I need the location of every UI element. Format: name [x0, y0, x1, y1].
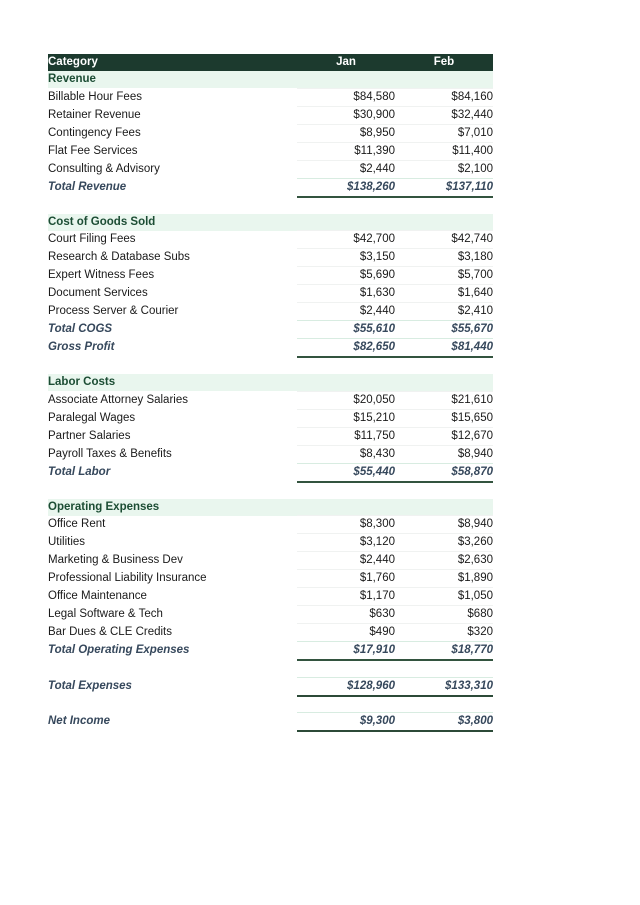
row-label: Flat Fee Services — [48, 144, 138, 157]
total-row[interactable] — [48, 677, 493, 696]
cell-feb: $3,180 — [395, 249, 493, 267]
cell-jan — [297, 357, 395, 374]
cell-jan — [297, 482, 395, 499]
cell-jan: $2,440 — [297, 160, 395, 178]
section-header-row[interactable] — [48, 71, 493, 88]
cell-jan: $20,050 — [297, 391, 395, 409]
row-label: Utilities — [48, 536, 86, 548]
cell-feb — [395, 71, 493, 88]
table-body — [48, 71, 493, 731]
cell-feb: $3,260 — [395, 534, 493, 552]
row-label: Total Operating Expenses — [48, 644, 190, 657]
cell-feb: $680 — [395, 606, 493, 624]
total-row[interactable] — [48, 713, 493, 732]
cell-feb: $320 — [395, 624, 493, 642]
table-row[interactable] — [48, 124, 493, 142]
cell-jan — [297, 374, 395, 391]
cell-jan: $82,650 — [297, 339, 395, 358]
section-header-row[interactable] — [48, 499, 493, 516]
cell-feb: $12,670 — [395, 427, 493, 445]
table-row[interactable] — [48, 409, 493, 427]
cell-jan: $490 — [297, 624, 395, 642]
cell-jan: $8,430 — [297, 445, 395, 463]
total-row[interactable] — [48, 339, 493, 358]
row-label: Cost of Goods Sold — [48, 214, 297, 231]
row-label: Office Rent — [48, 518, 106, 530]
row-label — [48, 482, 297, 499]
row-label: Document Services — [48, 287, 148, 299]
spacer-row — [48, 197, 493, 214]
section-header-row[interactable] — [48, 374, 493, 391]
table-row[interactable] — [48, 142, 493, 160]
cell-jan: $8,950 — [297, 124, 395, 142]
cell-feb: $15,650 — [395, 409, 493, 427]
row-label: Billable Hour Fees — [48, 90, 142, 103]
cell-jan: $1,760 — [297, 570, 395, 588]
income-statement-table — [48, 54, 493, 732]
cell-jan: $1,630 — [297, 285, 395, 303]
row-label: Retainer Revenue — [48, 108, 141, 121]
cell-feb — [395, 482, 493, 499]
cell-jan: $42,700 — [297, 231, 395, 249]
column-header-category[interactable]: Category — [48, 54, 297, 71]
row-label: Research & Database Subs — [48, 251, 190, 263]
row-label: Partner Salaries — [48, 429, 131, 442]
cell-jan: $5,690 — [297, 267, 395, 285]
cell-feb — [395, 660, 493, 677]
cell-feb: $137,110 — [395, 178, 493, 197]
cell-feb — [395, 197, 493, 214]
row-label: Revenue — [48, 71, 297, 88]
table-row[interactable] — [48, 445, 493, 463]
cell-feb: $8,940 — [395, 516, 493, 534]
row-label: Consulting & Advisory — [48, 162, 160, 175]
row-label: Office Maintenance — [48, 590, 147, 602]
cell-feb: $1,890 — [395, 570, 493, 588]
row-label: Contingency Fees — [48, 126, 141, 139]
total-row[interactable] — [48, 321, 493, 339]
cell-feb: $7,010 — [395, 124, 493, 142]
cell-jan — [297, 71, 395, 88]
total-row[interactable] — [48, 463, 493, 482]
cell-feb: $2,630 — [395, 552, 493, 570]
cell-feb: $21,610 — [395, 391, 493, 409]
cell-jan: $3,150 — [297, 249, 395, 267]
cell-jan: $30,900 — [297, 106, 395, 124]
total-row[interactable] — [48, 178, 493, 197]
table-row[interactable] — [48, 106, 493, 124]
cell-jan: $11,750 — [297, 427, 395, 445]
section-header-row[interactable] — [48, 214, 493, 231]
spacer-row — [48, 660, 493, 677]
cell-feb: $81,440 — [395, 339, 493, 358]
cell-jan: $55,610 — [297, 321, 395, 339]
row-label: Paralegal Wages — [48, 411, 136, 424]
cell-feb: $18,770 — [395, 642, 493, 661]
table-header — [48, 54, 493, 71]
cell-feb — [395, 499, 493, 516]
cell-jan — [297, 214, 395, 231]
cell-feb: $2,100 — [395, 160, 493, 178]
cell-feb — [395, 374, 493, 391]
table-row[interactable] — [48, 588, 493, 606]
row-label: Net Income — [48, 715, 110, 728]
row-label: Total Expenses — [48, 679, 132, 692]
cell-feb: $1,050 — [395, 588, 493, 606]
cell-jan — [297, 197, 395, 214]
cell-jan: $2,440 — [297, 303, 395, 321]
row-label: Court Filing Fees — [48, 233, 136, 245]
cell-jan: $84,580 — [297, 88, 395, 106]
cell-feb: $3,800 — [395, 713, 493, 732]
cell-feb: $58,870 — [395, 463, 493, 482]
row-label: Legal Software & Tech — [48, 608, 163, 620]
row-label: Professional Liability Insurance — [48, 572, 207, 584]
table-row[interactable] — [48, 249, 493, 267]
cell-feb: $133,310 — [395, 677, 493, 696]
table-row[interactable] — [48, 606, 493, 624]
cell-jan: $138,260 — [297, 178, 395, 197]
row-label — [48, 197, 297, 214]
table-row[interactable] — [48, 552, 493, 570]
spacer-row — [48, 357, 493, 374]
row-label — [48, 696, 297, 713]
cell-jan — [297, 660, 395, 677]
cell-feb: $2,410 — [395, 303, 493, 321]
table-row[interactable] — [48, 427, 493, 445]
cell-jan: $55,440 — [297, 463, 395, 482]
table-row[interactable] — [48, 285, 493, 303]
row-label: Expert Witness Fees — [48, 269, 155, 281]
cell-feb: $8,940 — [395, 445, 493, 463]
cell-feb: $11,400 — [395, 142, 493, 160]
row-label — [48, 660, 297, 677]
table-row[interactable] — [48, 534, 493, 552]
row-label: Process Server & Courier — [48, 305, 179, 317]
cell-feb — [395, 214, 493, 231]
table-row[interactable] — [48, 391, 493, 409]
cell-jan: $9,300 — [297, 713, 395, 732]
cell-feb: $1,640 — [395, 285, 493, 303]
row-label: Payroll Taxes & Benefits — [48, 447, 172, 460]
cell-jan: $17,910 — [297, 642, 395, 661]
row-label: Marketing & Business Dev — [48, 554, 183, 566]
spacer-row — [48, 482, 493, 499]
header-row — [48, 54, 493, 71]
cell-feb — [395, 357, 493, 374]
row-label: Total COGS — [48, 323, 113, 335]
cell-feb: $5,700 — [395, 267, 493, 285]
cell-jan: $3,120 — [297, 534, 395, 552]
cell-jan: $630 — [297, 606, 395, 624]
row-label: Bar Dues & CLE Credits — [48, 626, 172, 638]
table-row[interactable] — [48, 303, 493, 321]
row-label: Total Revenue — [48, 180, 127, 193]
row-label: Gross Profit — [48, 341, 115, 354]
cell-feb — [395, 696, 493, 713]
row-label: Labor Costs — [48, 374, 297, 391]
cell-jan: $15,210 — [297, 409, 395, 427]
row-label: Operating Expenses — [48, 499, 297, 516]
cell-feb: $84,160 — [395, 88, 493, 106]
row-label — [48, 357, 297, 374]
cell-feb: $55,670 — [395, 321, 493, 339]
cell-jan — [297, 499, 395, 516]
row-label: Total Labor — [48, 465, 111, 478]
table-row[interactable] — [48, 624, 493, 642]
cell-feb: $32,440 — [395, 106, 493, 124]
cell-jan: $11,390 — [297, 142, 395, 160]
table-row[interactable] — [48, 88, 493, 106]
cell-jan: $1,170 — [297, 588, 395, 606]
column-header-jan[interactable]: Jan — [297, 54, 395, 71]
spacer-row — [48, 696, 493, 713]
total-row[interactable] — [48, 642, 493, 661]
row-label: Associate Attorney Salaries — [48, 393, 188, 406]
cell-jan: $128,960 — [297, 677, 395, 696]
table-row[interactable] — [48, 516, 493, 534]
cell-feb: $42,740 — [395, 231, 493, 249]
cell-jan — [297, 696, 395, 713]
table-row[interactable] — [48, 160, 493, 178]
cell-jan: $2,440 — [297, 552, 395, 570]
table-row[interactable] — [48, 231, 493, 249]
table-row[interactable] — [48, 267, 493, 285]
table-row[interactable] — [48, 570, 493, 588]
cell-jan: $8,300 — [297, 516, 395, 534]
column-header-feb[interactable]: Feb — [395, 54, 493, 71]
